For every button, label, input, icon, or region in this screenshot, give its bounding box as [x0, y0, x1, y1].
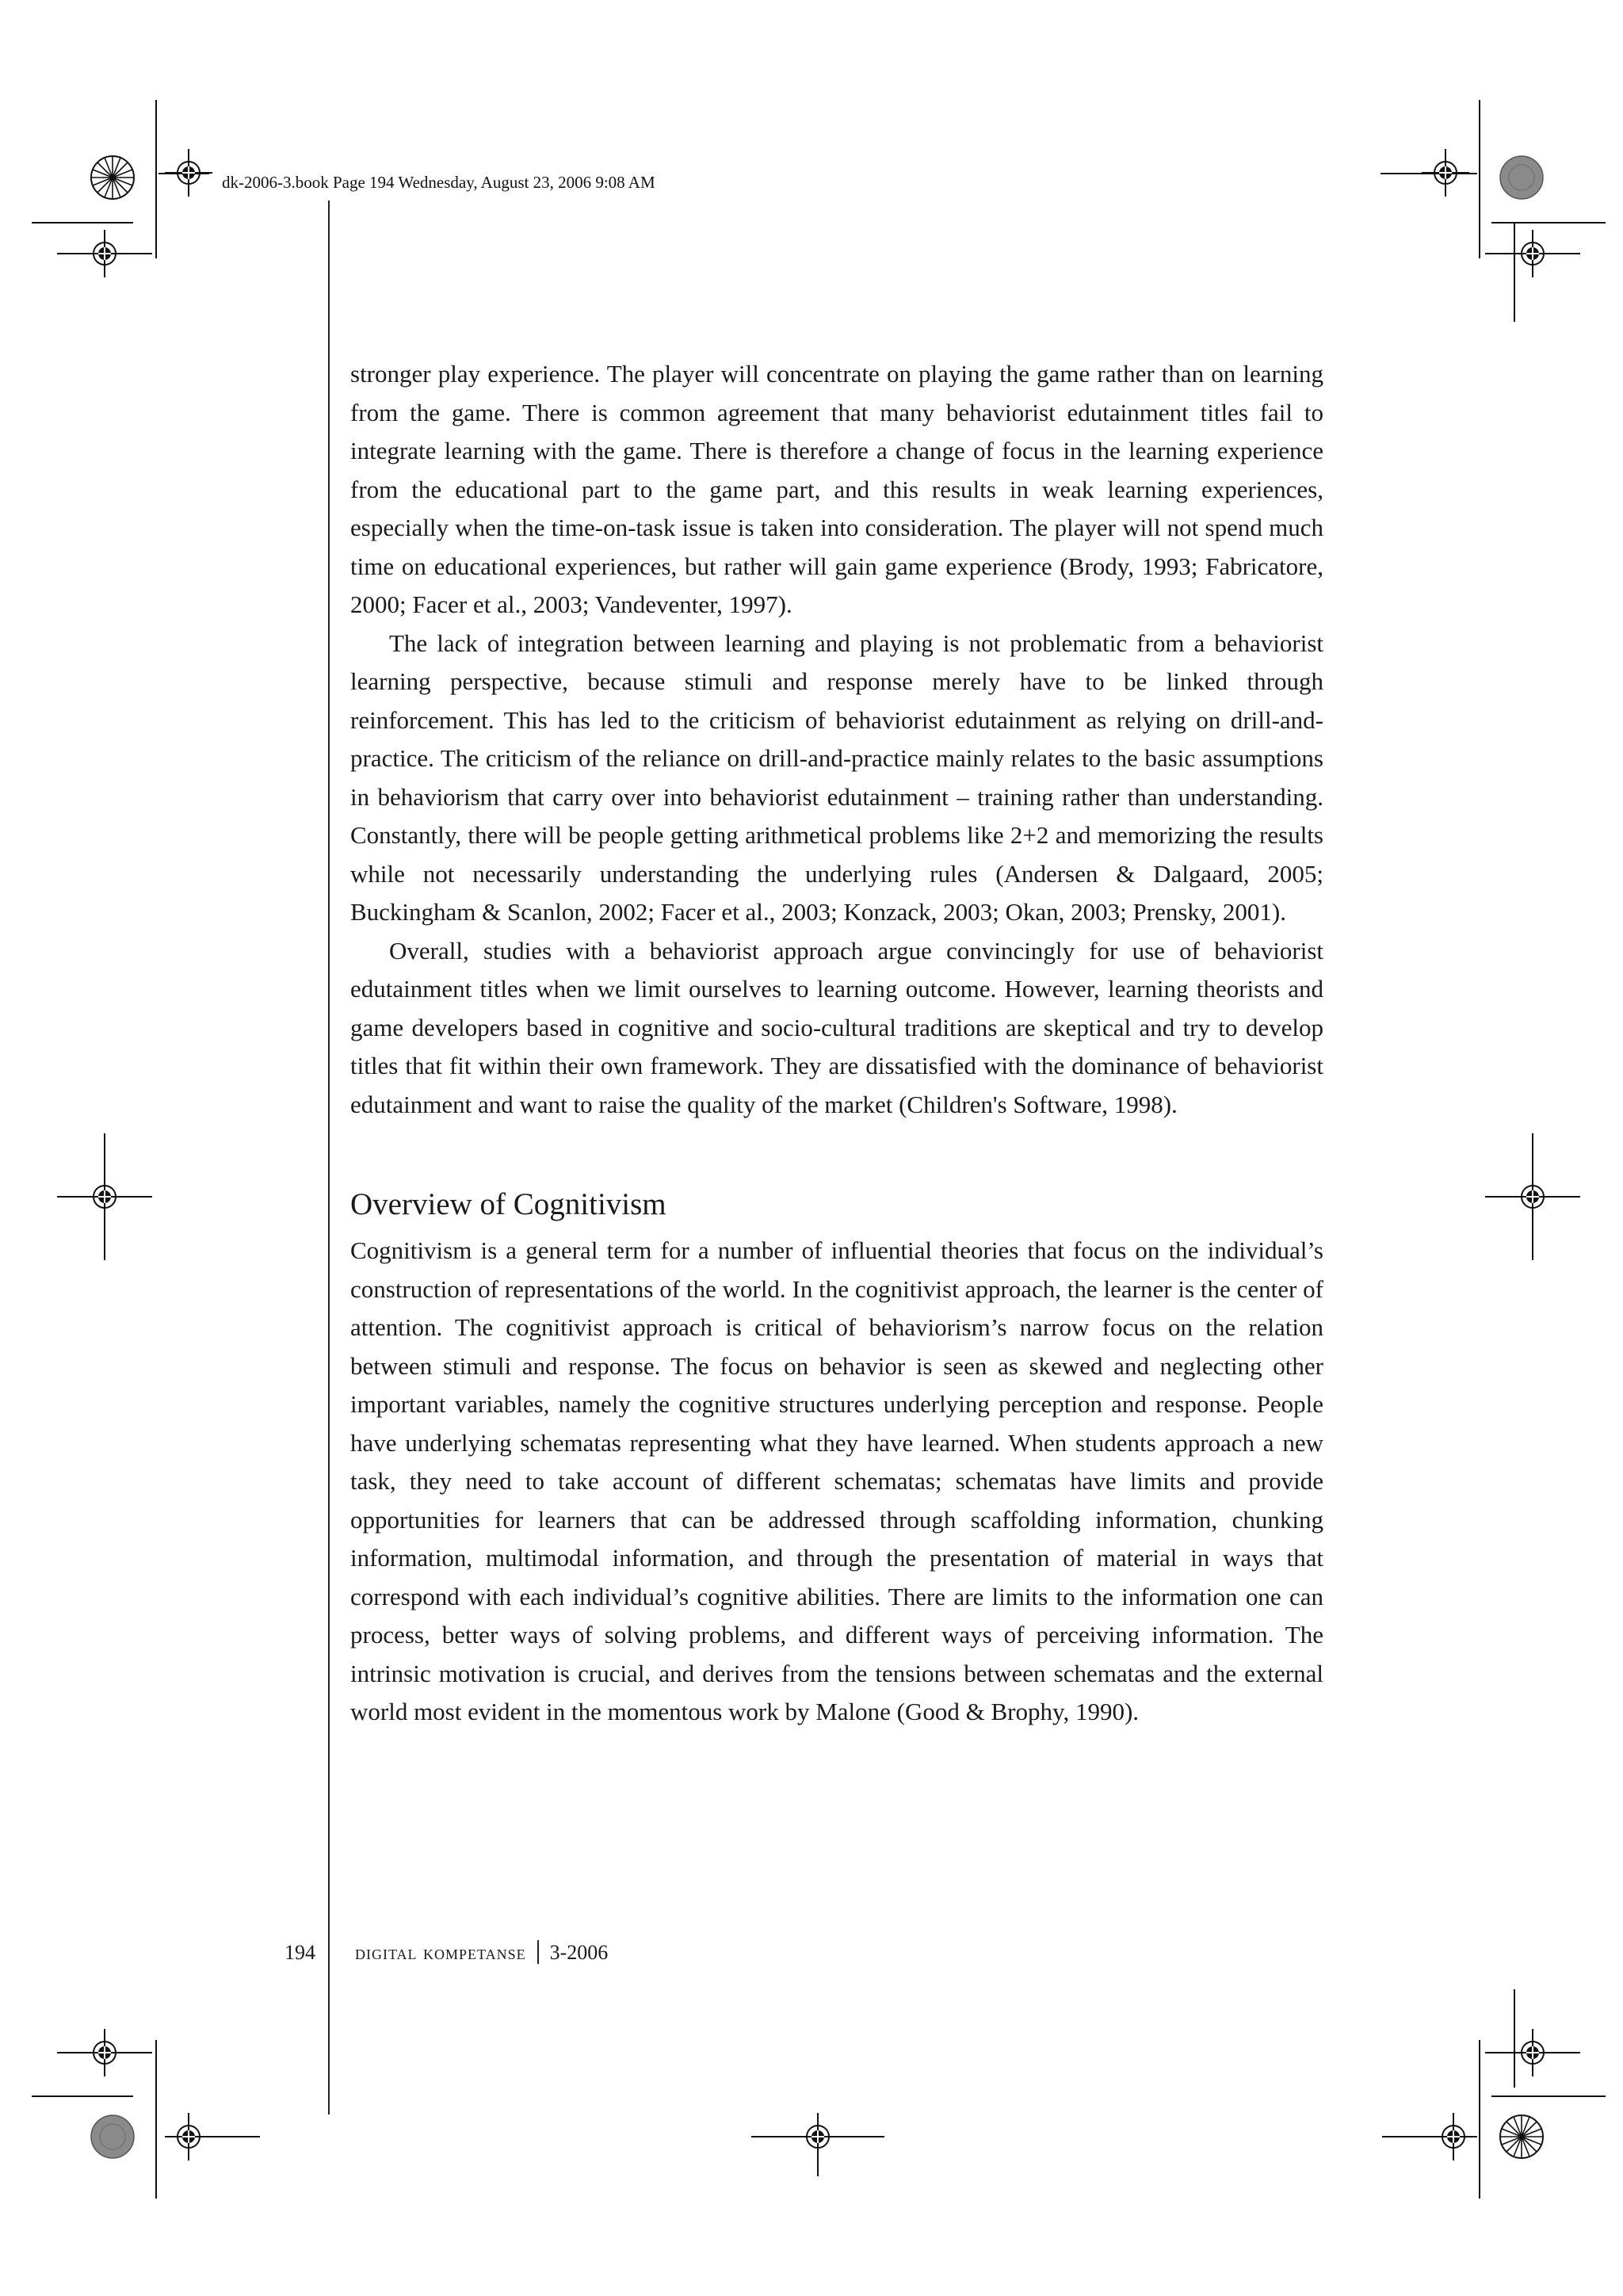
- registration-target-icon: [1485, 2029, 1580, 2076]
- registration-target-icon: [57, 230, 152, 277]
- registration-target-icon: [165, 2113, 260, 2160]
- issue-number: 3-2006: [549, 1941, 609, 1964]
- slug-line: dk-2006-3.book Page 194 Wednesday, August 23, 2006 9:08 AM: [222, 173, 655, 192]
- registration-target-icon: [165, 149, 212, 197]
- crop-mark-line: [32, 222, 133, 223]
- registration-target-icon: [57, 1133, 152, 1260]
- crop-mark-line: [1491, 222, 1606, 223]
- registration-target-icon: [57, 2029, 152, 2076]
- registration-target-icon: [1382, 2113, 1477, 2160]
- gray-tint-dot-icon: [90, 2115, 135, 2159]
- paragraph: stronger play experience. The player will concentrate on playing the game rather than on learning from the game. There is common agreement that many behaviorist edutainment titles fail to integrate learning with the game. There is therefore a change of focus in the learning experience from the educational part to the game part, and this results in weak learning experiences, especially when the time-on-task issue is taken into consideration. The player will not spend much time on educational experiences, but rather will gain game experience (Brody, 1993; Fabricatore, 2000; Facer et al., 2003; Vandeventer, 1997).: [350, 360, 1323, 618]
- paragraph: Cognitivism is a general term for a number of influential theories that focus on the individual’s construction of representations of the world. In the cognitivist approach, the learner is the center of attention. The cognitivist approach is critical of behaviorism’s narrow focus on the relation between stimuli and response. The focus on behavior is seen as skewed and neglecting other important variables, namely the cognitive structures underlying perception and response. People have underlying schematas representing what they have learned. When students approach a new task, they need to take account of different schematas; schematas have limits and provide opportunities for learners that can be addressed through scaffolding information, chunking information, multimodal information, and through the presentation of material in ways that correspond with each individual’s cognitive abilities. There are limits to the information one can process, better ways of solving problems, and different ways of perceiving information. The intrinsic motivation is crucial, and derives from the tensions between schematas and the external world most evident in the momentous work by Malone (Good & Brophy, 1990).: [350, 1236, 1323, 1725]
- page-number: 194: [285, 1941, 315, 1964]
- footer-divider: [537, 1940, 539, 1964]
- crop-mark-line: [1491, 2095, 1606, 2097]
- crop-mark-line: [155, 100, 157, 258]
- section-heading: Overview of Cognitivism: [350, 1187, 666, 1221]
- gutter-rule: [328, 201, 330, 2115]
- registration-target-icon: [1485, 230, 1580, 277]
- body-text: [350, 355, 1323, 1732]
- registration-target-icon: [1485, 1133, 1580, 1260]
- gray-tint-dot-icon: [1499, 155, 1544, 200]
- journal-title: digital kompetanse: [355, 1941, 526, 1964]
- registration-target-icon: [1422, 149, 1469, 197]
- crop-mark-line: [1479, 100, 1480, 258]
- registration-target-icon: [751, 2113, 884, 2176]
- paragraph: Overall, studies with a behaviorist approach argue convincingly for use of behaviorist edutainment titles when we limit ourselves to learning outcome. However, learning theorists and game developers based in cognitive and socio-cultural traditions are skeptical and try to develop titles that fit within their own framework. They are dissatisfied with the dominance of behaviorist edutainment and want to raise the quality of the market (Children's Software, 1998).: [350, 936, 1323, 1118]
- starburst-target-icon: [90, 155, 135, 200]
- crop-mark-line: [32, 2095, 133, 2097]
- page-footer: [277, 1940, 608, 1965]
- paragraph: The lack of integration between learning and playing is not problematic from a behaviorist learning perspective, because stimuli and response merely have to be linked through reinforcement. This has led to the criticism of behaviorist edutainment as relying on drill-and-practice. The criticism of the reliance on drill-and-practice mainly relates to the basic assumptions in behaviorism that carry over into behaviorist edutainment – training rather than understanding. Constantly, there will be people getting arithmetical problems like 2+2 and memorizing the results while not necessarily understanding the underlying rules (Andersen & Dalgaard, 2005; Buckingham & Scanlon, 2002; Facer et al., 2003; Konzack, 2003; Okan, 2003; Prensky, 2001).: [350, 628, 1323, 926]
- crop-mark-line: [1479, 2040, 1480, 2199]
- crop-mark-line: [155, 2040, 157, 2199]
- starburst-target-icon: [1499, 2115, 1544, 2159]
